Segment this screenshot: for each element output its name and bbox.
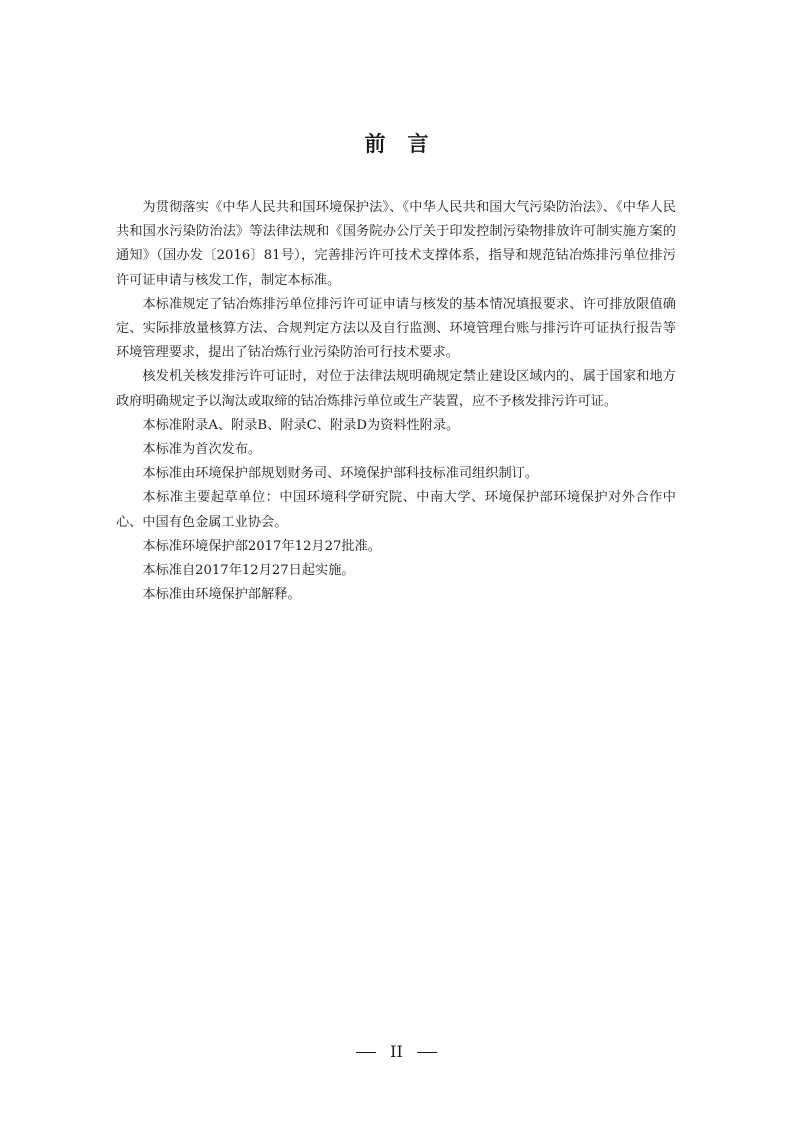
paragraph-7: 本标准主要起草单位：中国环境科学研究院、中南大学、环境保护部环境保护对外合作中心、中国有色金属工业协会。 [116,490,676,530]
paragraph-1: 为贯彻落实《中华人民共和国环境保护法》、《中华人民共和国大气污染防治法》、《中华人民共和国水污染防治法》等法律法规和《国务院办公厅关于印发控制污染物排放许可制实施方案的通知》（国办发〔2016〕81号），完善排污许可技术支撑体系，指导和规范钴冶炼排污单位排污许可证申请与核发工作，制定本标准。 [116,200,676,288]
page-footer [0,1042,793,1061]
footer-dash-left [356,1052,376,1054]
paragraph-10: 本标准由环境保护部解释。 [142,587,301,603]
paragraph-4: 本标准附录A、附录B、附录C、附录D为资料性附录。 [142,417,460,433]
paragraph-9: 本标准自2017年12月27日起实施。 [142,563,355,579]
preface-body [116,196,676,607]
paragraph-6: 本标准由环境保护部规划财务司、环境保护部科技标准司组织制订。 [142,466,539,482]
paragraph-8: 本标准环境保护部2017年12月27批准。 [142,538,381,554]
footer-dash-right [417,1052,437,1054]
page-number: II [390,1042,403,1061]
paragraph-3: 核发机关核发排污许可证时，对位于法律法规明确规定禁止建设区域内的、属于国家和地方政府明确规定予以淘汰或取缔的钴冶炼排污单位或生产装置，应不予核发排污许可证。 [116,369,676,409]
paragraph-5: 本标准为首次发布。 [142,442,262,458]
paragraph-2: 本标准规定了钴冶炼排污单位排污许可证申请与核发的基本情况填报要求、许可排放限值确定、实际排放量核算方法、合规判定方法以及自行监测、环境管理台账与排污许可证执行报告等环境管理要求，提出了钴冶炼行业污染防治可行技术要求。 [116,296,676,361]
page-title: 前言 [364,132,451,156]
